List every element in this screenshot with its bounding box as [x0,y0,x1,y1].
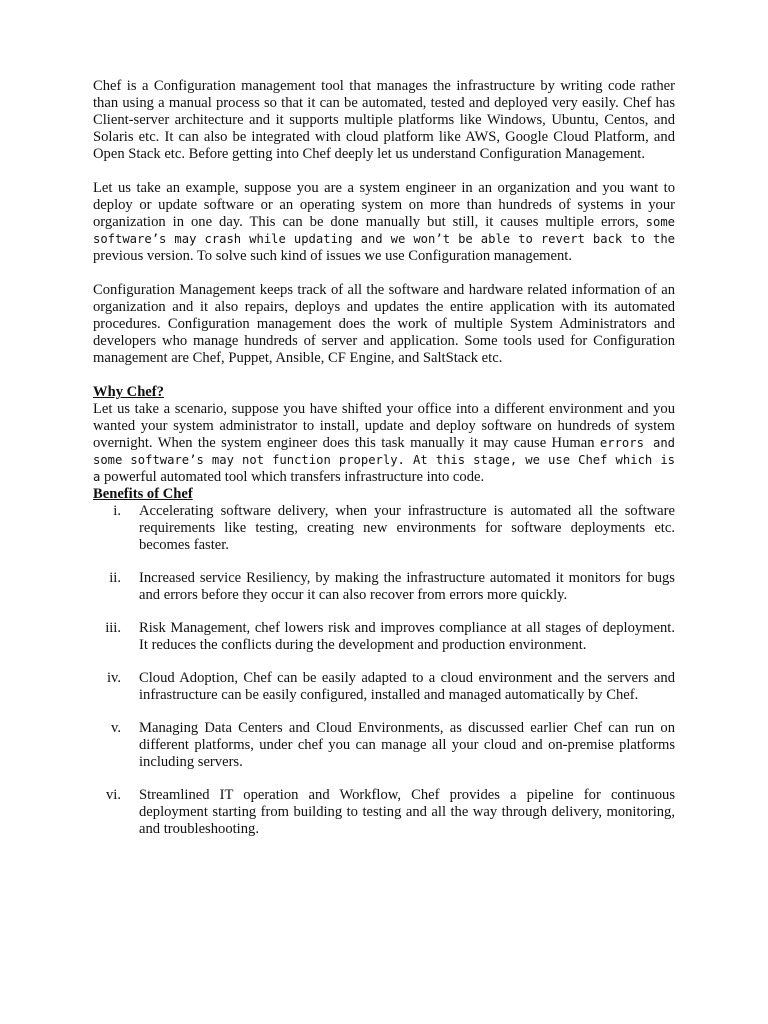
paragraph-example-part1: Let us take an example, suppose you are a system engineer in an organization and you want to deploy or update software or an operating system on more than hundreds of systems in your organization in one day. This can be done manually but still, it causes multiple errors, [93,180,675,230]
benefit-text: Accelerating software delivery, when your infrastructure is automated all the software requirements like testing, creating new environments for software deployments etc. becomes faster. [139,503,675,553]
why-chef-section [93,384,675,486]
benefit-number: iii. [105,620,121,636]
benefit-number: vi. [106,787,121,803]
benefit-number: iv. [106,670,121,686]
paragraph-config-management: Configuration Management keeps track of all the software and hardware related information of an organization and it also repairs, deploys and updates the entire application with its automated procedures. Configuration management does the work of multiple System Administrators and developers who manage hundreds of server and application. Some tools used for Configuration management are Chef, Puppet, Ansible, CF Engine, and SaltStack etc. [93,282,675,366]
why-chef-text-part1: Let us take a scenario, suppose you have shifted your office into a different environment and you wanted your system administrator to install, update and deploy software on hundreds of system overnight. When the system engineer does this task manually it may cause Human [93,401,675,451]
why-chef-text-part3: powerful automated tool which transfers infrastructure into code. [104,469,485,485]
benefit-number: ii. [109,570,121,586]
paragraph-example-mono-segment: some software’s may crash while updating and we won’t be able to revert back to the [93,215,675,246]
benefit-item [93,720,675,771]
benefit-text: Risk Management, chef lowers risk and improves compliance at all stages of deployment. It reduces the conflicts during the development and production environment. [139,620,675,653]
benefit-item [93,570,675,604]
why-chef-text [93,401,675,486]
document-page [93,78,675,854]
benefit-item [93,670,675,704]
benefits-list [93,503,675,838]
benefits-heading: Benefits of Chef [93,486,193,502]
benefits-section [93,486,675,838]
benefit-text: Streamlined IT operation and Workflow, Chef provides a pipeline for continuous deployment starting from building to testing and all the way through delivery, monitoring, and troubleshooting. [139,787,675,837]
paragraph-example [93,180,675,265]
benefit-item [93,503,675,554]
benefit-item [93,620,675,654]
why-chef-mono-segment: errors and some software’s may not function properly. At this stage, we use Chef which is a [93,436,675,484]
benefit-text: Cloud Adoption, Chef can be easily adapted to a cloud environment and the servers and infrastructure can be easily configured, installed and managed automatically by Chef. [139,670,675,703]
benefit-text: Increased service Resiliency, by making the infrastructure automated it monitors for bugs and errors before they occur it can also recover from errors more quickly. [139,570,675,603]
benefit-item [93,787,675,838]
benefit-text: Managing Data Centers and Cloud Environments, as discussed earlier Chef can run on different platforms, under chef you can manage all your cloud and on-premise platforms including servers. [139,720,675,770]
why-chef-heading: Why Chef? [93,384,164,400]
benefit-number: v. [111,720,121,736]
paragraph-example-part3: previous version. To solve such kind of issues we use Configuration management. [93,248,573,264]
paragraph-intro: Chef is a Configuration management tool that manages the infrastructure by writing code rather than using a manual process so that it can be automated, tested and deployed very easily. Chef has Client-server architecture and it supports multiple platforms like Windows, Ubuntu, Centos, and Solaris etc. It can also be integrated with cloud platform like AWS, Google Cloud Platform, and Open Stack etc. Before getting into Chef deeply let us understand Configuration Management. [93,78,675,162]
benefit-number: i. [113,503,121,519]
